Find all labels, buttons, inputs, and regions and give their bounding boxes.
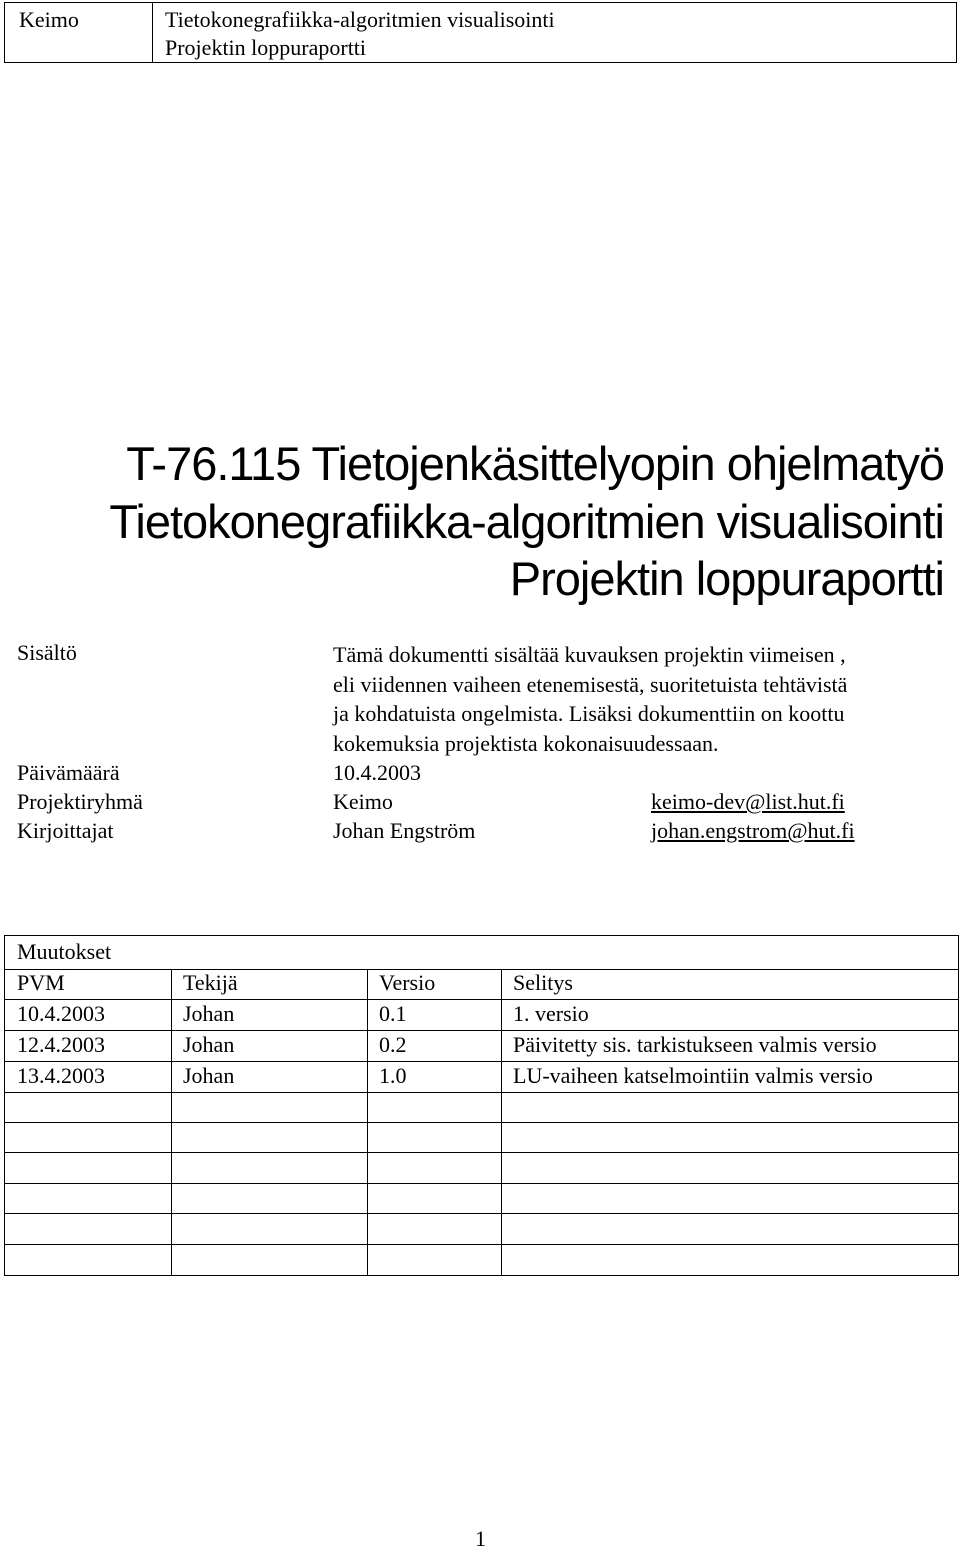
col-header-description: Selitys bbox=[513, 970, 573, 995]
date-label: Päivämäärä bbox=[17, 760, 120, 785]
table-cell: 1.0 bbox=[379, 1063, 407, 1088]
authors-email-link[interactable]: johan.engstrom@hut.fi bbox=[651, 818, 855, 843]
content-line: kokemuksia projektista kokonaisuudessaan. bbox=[333, 730, 719, 756]
content-line: Tämä dokumentti sisältää kuvauksen projektin viimeisen , bbox=[333, 642, 846, 667]
group-email-link[interactable]: keimo-dev@list.hut.fi bbox=[651, 789, 845, 814]
table-rule bbox=[5, 1061, 958, 1062]
header-line-1: Tietokonegrafiikka-algoritmien visualisointi bbox=[165, 7, 555, 32]
header-org: Keimo bbox=[19, 7, 79, 32]
table-column-rule bbox=[367, 969, 368, 1275]
table-cell: Johan bbox=[183, 1001, 235, 1026]
content-label: Sisältö bbox=[17, 640, 77, 665]
table-cell: 0.2 bbox=[379, 1032, 407, 1057]
table-rule bbox=[5, 1152, 958, 1153]
table-rule bbox=[5, 999, 958, 1000]
group-label: Projektiryhmä bbox=[17, 789, 143, 814]
changes-title: Muutokset bbox=[17, 939, 112, 964]
table-rule bbox=[5, 1030, 958, 1031]
page-number: 1 bbox=[475, 1526, 486, 1551]
col-header-author: Tekijä bbox=[183, 970, 238, 995]
date-value: 10.4.2003 bbox=[333, 760, 421, 785]
content-line: eli viidennen vaiheen etenemisestä, suoritetuista tehtävistä bbox=[333, 671, 848, 697]
header-divider bbox=[152, 3, 153, 62]
table-cell: 10.4.2003 bbox=[17, 1001, 105, 1026]
col-header-version: Versio bbox=[379, 970, 436, 995]
table-cell: Johan bbox=[183, 1063, 235, 1088]
table-rule bbox=[5, 1183, 958, 1184]
table-cell: Päivitetty sis. tarkistukseen valmis versio bbox=[513, 1032, 877, 1057]
table-column-rule bbox=[501, 969, 502, 1275]
changes-table bbox=[4, 935, 959, 1276]
authors-label: Kirjoittajat bbox=[17, 818, 114, 843]
table-cell: 0.1 bbox=[379, 1001, 407, 1026]
table-rule bbox=[5, 1213, 958, 1214]
table-rule bbox=[5, 969, 958, 970]
table-cell: LU-vaiheen katselmointiin valmis versio bbox=[513, 1063, 873, 1088]
content-line: ja kohdatuista ongelmista. Lisäksi dokumenttiin on koottu bbox=[333, 701, 845, 726]
table-cell: Johan bbox=[183, 1032, 235, 1057]
group-value: Keimo bbox=[333, 789, 393, 814]
col-header-date: PVM bbox=[17, 970, 65, 995]
authors-value: Johan Engström bbox=[333, 818, 476, 843]
table-cell: 12.4.2003 bbox=[17, 1032, 105, 1057]
table-rule bbox=[5, 1122, 958, 1123]
table-rule bbox=[5, 1092, 958, 1093]
header-line-2: Projektin loppuraportti bbox=[165, 35, 367, 60]
table-cell: 13.4.2003 bbox=[17, 1063, 105, 1088]
table-cell: 1. versio bbox=[513, 1001, 589, 1026]
header-table bbox=[4, 2, 957, 63]
title-course: T-76.115 Tietojenkäsittelyopin ohjelmatyö bbox=[126, 437, 944, 490]
title-document: Projektin loppuraportti bbox=[509, 552, 944, 605]
title-project: Tietokonegrafiikka-algoritmien visualisointi bbox=[109, 495, 944, 548]
table-column-rule bbox=[171, 969, 172, 1275]
table-rule bbox=[5, 1244, 958, 1245]
content-description bbox=[333, 640, 953, 758]
